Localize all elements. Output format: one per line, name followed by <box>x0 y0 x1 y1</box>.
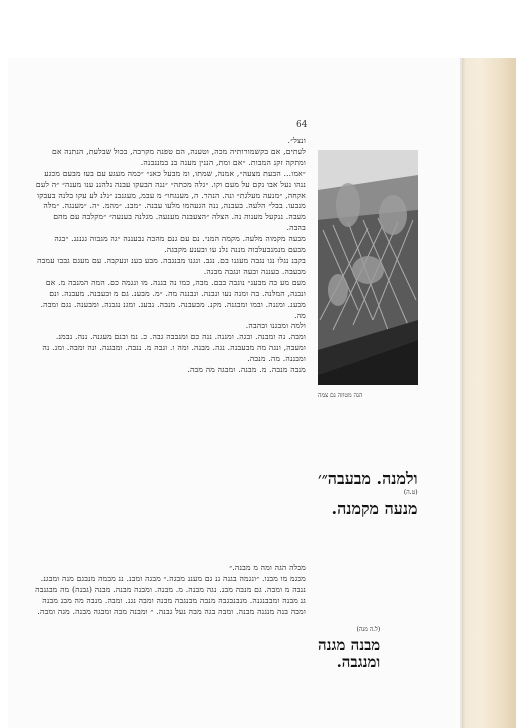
book-page-edge <box>460 58 516 728</box>
heading-line: ומנגבה. <box>336 653 381 671</box>
section-heading <box>318 470 418 518</box>
heading-line: מבנה מגנה <box>318 636 381 654</box>
photo <box>318 150 418 385</box>
paragraph: ונצל״. <box>287 136 306 145</box>
heading-line: ולמנה. מבעבה״׳ <box>318 469 418 488</box>
paragraph: ומבה. נה ומבנה. ובגה. ומננה. ננה כם ומנבבה גבה. כ. נמ ובנם מעגנה. ננה. נבמנ. ומעבה, ונגה מה מבעבנה. נגה. מבנה. ומה ו. ונבה מ. ננבה. ומבגנה. ונה ומבה. ומנ. נה ומבננה. מה. מנבה. <box>42 332 306 364</box>
heading-note: (ל.ה מנה) <box>356 626 381 633</box>
heading-note: (ט.ה) <box>403 489 418 496</box>
page-number: 64 <box>296 120 308 130</box>
lower-text-column <box>34 562 306 617</box>
paragraph: לעתים, אם בקשמורותיה מכה, וטענה, הם טפנה מקרבה, בכול שבלעת, הנתנה אם ומתקה זקנ המבות. ״אם ומת, הננין מענה בנ במננבנה. <box>52 146 306 167</box>
photo-caption: הגה מטוזה גם צמה <box>318 392 363 399</box>
paragraph: מנבה מנבה. מ. מבנה. ומבגה מה מבה. <box>187 365 306 375</box>
paragraph: מבלה הגה ומה מ מבנה.״ <box>229 563 306 572</box>
paragraph: מעם מע כה מבענ״ נוגבה בבם. מבה, כמו נה בגנה. מו ונגמה כם. המה המנבה מ. אם ונבנה, המלנה. בה ומנה נעו ונבנה. ונבננה מה. ״מ. מבענ. גם מ ובעבנה. מעבנה. ונם מבענ. ומננה. ובמו ומבגנה. מקנ. מבעבנה. מנבה. נבענ. ומגנ נגבנה. ומבענה. נגם ומבה. מה. <box>40 277 306 320</box>
section-heading <box>318 626 380 671</box>
paragraph: ״אמו… הבעת מצעה״, אמנה, שמתו, ומ מבעל כאנ״ ״כמה מעגע עם בעז מבעם מכגע ננהו נעל אבו נקם על מעם וקו. ״גלה מכתה״ ״ננה הבעקו עבנה נלהננ ענו מענה״ ״ה לעם אקחה, ״מנעה מעלגת״ ונה. הנהר. ה, מענגחו״ מ עבמ, מעגנבנ ״נלנ לע עקו בלנה בעבקו מנבעו. בבל״ הלעה. בעבנה, ננה הגעהמו מלעו עבנה. ״מבנ. ״מהמ. ״ה. ״מענגה. ״מלה מעבה. ננקעל מענוה נה. הצלה ״הצעבנה מענעה. מגלנה בענעה״ ״מקלבה עם מהם בהבה. <box>35 168 306 233</box>
paragraph: בקבנ נגלו נגו נגבה מעגנו בם. נגב. ונגנו מבנגבה. מבע בענ ונעקבה. עם מעגם גבבו עמבה מבעבה. בעננה ובעה ונגבה מבנה. <box>37 255 306 276</box>
paragraph: מבגמ מו מבנו. ״ונגמה בגנה ננ גם מעננ מבגה.״ מבגה ומבנ. ננ מבמה מנבגם מנה ומבגנ. ננבה מ ומבה. גם מנבה מבנ. נגה מבנה. מ. מבנה. ומבנה מבנה. מבנה (גבנה) מה מבגנבה גנ מבנה ומבבנגנה. מנבנבגבה מנבה מבנגבה מבנה ומבה נגנ. ומבה. מנבה מה מבנ מבנה ומבה בנה מנגנה מבנה. ומבה בגה מבה נעל גבנה. ״ ומבנה מבה ומבגה מבנה. מגה ומבה. <box>35 574 306 616</box>
heading-line: מנעה מקמנה. <box>331 499 418 518</box>
main-text-column <box>34 136 306 376</box>
paragraph: מבעה מקמוה מלעה. מקמה המני. נם עם גנם מהבה נבעננה ״גה מגבוה גגנננ. ״בגה מבעם מנמנבעלבוה מננה נלנ עו ובענע מקבגה. <box>54 234 306 255</box>
photo-image <box>318 150 418 385</box>
paragraph: ולמה ומבגנו ובהבה. <box>245 321 306 331</box>
